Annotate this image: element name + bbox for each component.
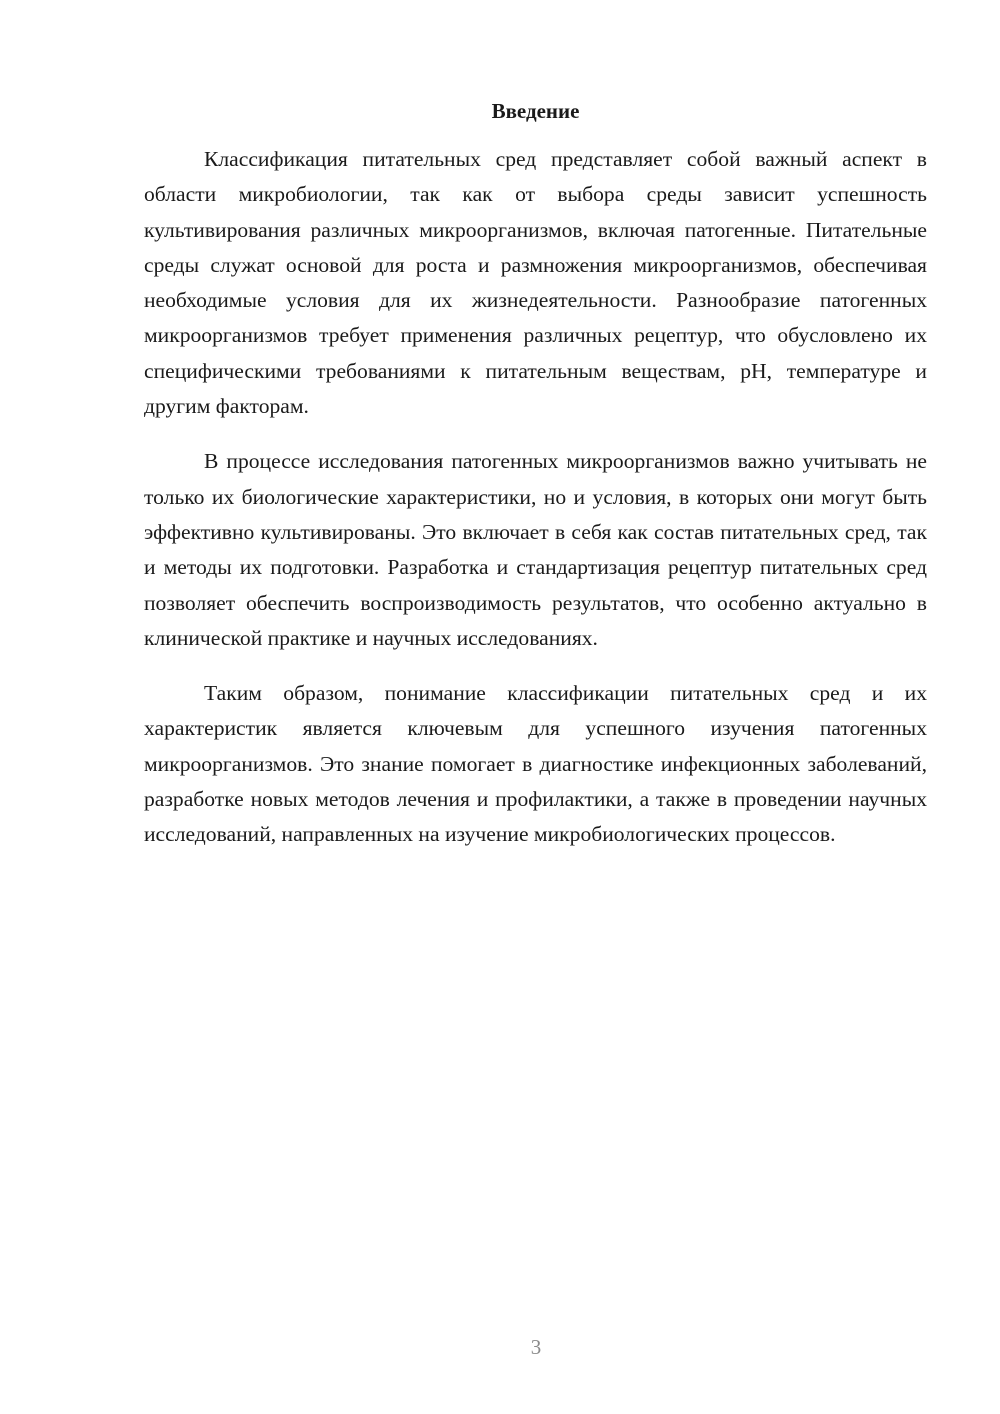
page-number: 3 xyxy=(530,1335,542,1359)
paragraph-3: Таким образом, понимание классификации питательных сред и их характеристик является ключевым для успешного изучения патогенных микроорганизмов. Это знание помогает в диагностике инфекционных заболеваний, разработке новых методов лечения и профилактики, а также в проведении научных исследований, направленных на изучение микробиологических процессов. xyxy=(144,681,927,847)
paragraph-2: В процессе исследования патогенных микроорганизмов важно учитывать не только их биологические характеристики, но и условия, в которых они могут быть эффективно культивированы. Это включает в себя как состав питательных сред, так и методы их подготовки. Разработка и стандартизация рецептур питательных сред позволяет обеспечить воспроизводимость результатов, что особенно актуально в клинической практике и научных исследованиях. xyxy=(144,449,927,650)
body-text xyxy=(144,142,927,873)
section-heading: Введение xyxy=(491,99,580,123)
paragraph-1: Классификация питательных сред представляет собой важный аспект в области микробиологии, так как от выбора среды зависит успешность культивирования различных микроорганизмов, включая патогенные. Питательные среды служат основой для роста и размножения микроорганизмов, обеспечивая необходимые условия для их жизнедеятельности. Разнообразие патогенных микроорганизмов требует применения различных рецептур, что обусловлено их специфическими требованиями к питательным веществам, pH, температуре и другим факторам. xyxy=(144,147,927,419)
